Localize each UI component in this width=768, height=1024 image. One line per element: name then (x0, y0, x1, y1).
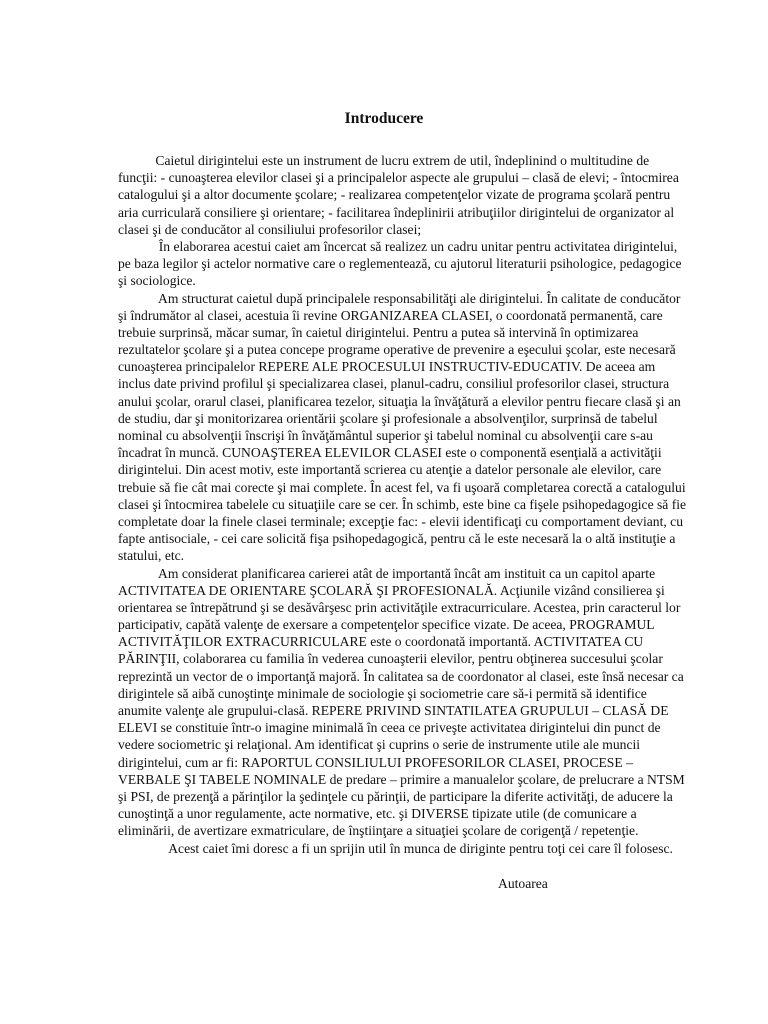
text-line: Am structurat caietul după principalele responsabilităţi ale dirigintelui. În calitate de conducător (118, 290, 681, 306)
text-line: încadrat în muncă. CUNOAŞTEREA ELEVILOR CLASEI este o componentă esenţială a activităţii (118, 445, 662, 461)
text-line: clasei şi de conducător al consiliului profesorilor clasei; (118, 221, 422, 237)
author-signature: Autoarea (498, 876, 548, 891)
text-line: rezultatelor şcolare şi a putea concepe programe operative de prevenire a eşecului şcolar, este necesară (118, 342, 676, 358)
text-line: ELEVI se constituie într-o imagine minimală în ceea ce priveşte activitatea dirigintelui din punct de (118, 720, 661, 736)
text-line: cunoştinţă a unor regulamente, acte normative, etc. şi DIVERSE tipizate utile (de comunicare a (118, 806, 637, 822)
text-line: pe baza legilor şi actelor normative care o reglementează, cu ajutorul literaturii psihologice, pedagogice (118, 256, 682, 272)
text-line: dirigintele să aibă cunoştinţe minimale de sociologie şi sociometrie care să-i permită să identifice (118, 685, 647, 701)
text-line: catalogului şi a altor documente şcolare; - realizarea competenţelor vizate de programa şcolară pentru (118, 187, 671, 203)
text-line: dirigintelui. Din acest motiv, este importantă scrierea cu atenţie a datelor personale ale elevilor, care (118, 462, 662, 478)
text-line: trebuie să fie cât mai corecte şi mai complete. În acest fel, va fi uşoară completarea corectă a catalogului (118, 479, 686, 495)
text-line: statului, etc. (118, 548, 185, 564)
text-line: trebuie surprinsă, măcar sumar, în caietul dirigintelui. Pentru a putea să intervină în optimizarea (118, 324, 639, 340)
text-line: nominal cu absolvenţii înscrişi în învăţământul superior şi tabelul nominal cu absolvenţii care s-au (118, 428, 653, 443)
text-line: PĂRINŢII, colaborarea cu familia în vederea cunoaşterii elevilor, pentru obţinerea succesului şcolar (118, 651, 663, 667)
text-line: şi sociologice. (118, 273, 196, 289)
text-line: completate doar la finele clasei terminale; excepţie fac: - elevii identificaţi cu comportament deviant, cu (118, 513, 684, 529)
text-line: Caietul dirigintelui este un instrument de lucru extrem de util, îndeplinind o multitudine de (118, 153, 650, 168)
text-line: fapte antisociale, - cei care solicită fişa psihopedagogică, pentru că le este necesară la o altă instituţie a (118, 531, 676, 547)
text-line: eliminării, de avertizare exmatriculare, de înştiinţare a situaţiei şcolare de corigenţă / repetenţie. (118, 823, 639, 839)
text-line: anumite valenţe ale grupului-clasă. REPERE PRIVIND SINTATILATEA GRUPULUI – CLASĂ DE (118, 703, 669, 718)
text-line: În elaborarea acestui caiet am încercat să realizez un cadru unitar pentru activitatea dirigintelui, (118, 238, 678, 254)
text-line: ACTIVITĂŢILOR EXTRACURRICULARE este o coordonată importantă. ACTIVITATEA CU (118, 634, 644, 650)
text-line: ACTIVITATEA DE ORIENTARE ŞCOLARĂ ŞI PROFESIONALĂ. Acţiunile vizând consilierea şi (118, 582, 665, 598)
text-line: VERBALE ŞI TABELE NOMINALE de predare – primire a manualelor şcolare, de prelucrare a NTSM (118, 771, 685, 787)
text-line: Am considerat planificarea carierei atât de importantă încât am instituit ca un capitol aparte (118, 565, 656, 581)
text-line: şi PSI, de prezenţă a părinţilor la şedinţele cu părinţii, de participare la diferite activităţi, de aducere la (118, 788, 673, 804)
text-line: dirigintelui, cum ar fi: RAPORTUL CONSILIULUI PROFESORILOR CLASEI, PROCESE – (118, 754, 633, 770)
text-line: de studiu, dar şi monitorizarea orientării şcolare şi profesionale a absolvenţilor, surprinsă de tabelul (118, 410, 658, 426)
text-line: orientarea se întrepătrund şi se desăvârşesc prin activităţile extracurriculare. Acestea, prin caracterul lor (118, 599, 681, 615)
body-text (118, 152, 758, 857)
text-line: şi îndrumător al clasei, acestuia îi revine ORGANIZAREA CLASEI, o coordonată permanentă, care (118, 307, 663, 323)
text-line: funcţii: - cunoaşterea elevilor clasei şi a principalelor aspecte ale grupului – clasă de elevi; - întocmirea (118, 170, 679, 186)
text-line: reprezintă un vector de o importanţă majoră. În calitatea sa de coordonator al clasei, este însă necesar ca (118, 668, 684, 684)
text-line: clasei şi întocmirea tabelele cu situaţiile care se cer. În schimb, este bine ca fişele psihopedagogice să fie (118, 496, 687, 512)
text-line: inclus date privind profilul şi specializarea clasei, planul-cadru, consiliul profesorilor clasei, structura (118, 376, 670, 392)
text-line: vedere sociometric şi relaţional. Am identificat şi cuprins o serie de instrumente utile ale muncii (118, 737, 641, 753)
text-line: cunoaşterea principalelor REPERE ALE PROCESULUI INSTRUCTIV-EDUCATIV. De aceea am (118, 359, 656, 375)
page-title: Introducere (344, 110, 424, 127)
text-line: aria curriculară consiliere şi orientare; - facilitarea îndeplinirii atribuţiilor dirigintelui de organizator al (118, 204, 675, 220)
text-line: Acest caiet îmi doresc a fi un sprijin util în munca de diriginte pentru toţi cei care îl folosesc. (118, 840, 673, 856)
text-line: participativ, capătă valenţe de exersare a competenţelor specifice vizate. De aceea, PROGRAMUL (118, 617, 655, 633)
text-line: anului şcolar, orarul clasei, planificarea tezelor, situaţia la învăţătură a elevilor pentru fiecare clasă şi an (118, 393, 681, 409)
